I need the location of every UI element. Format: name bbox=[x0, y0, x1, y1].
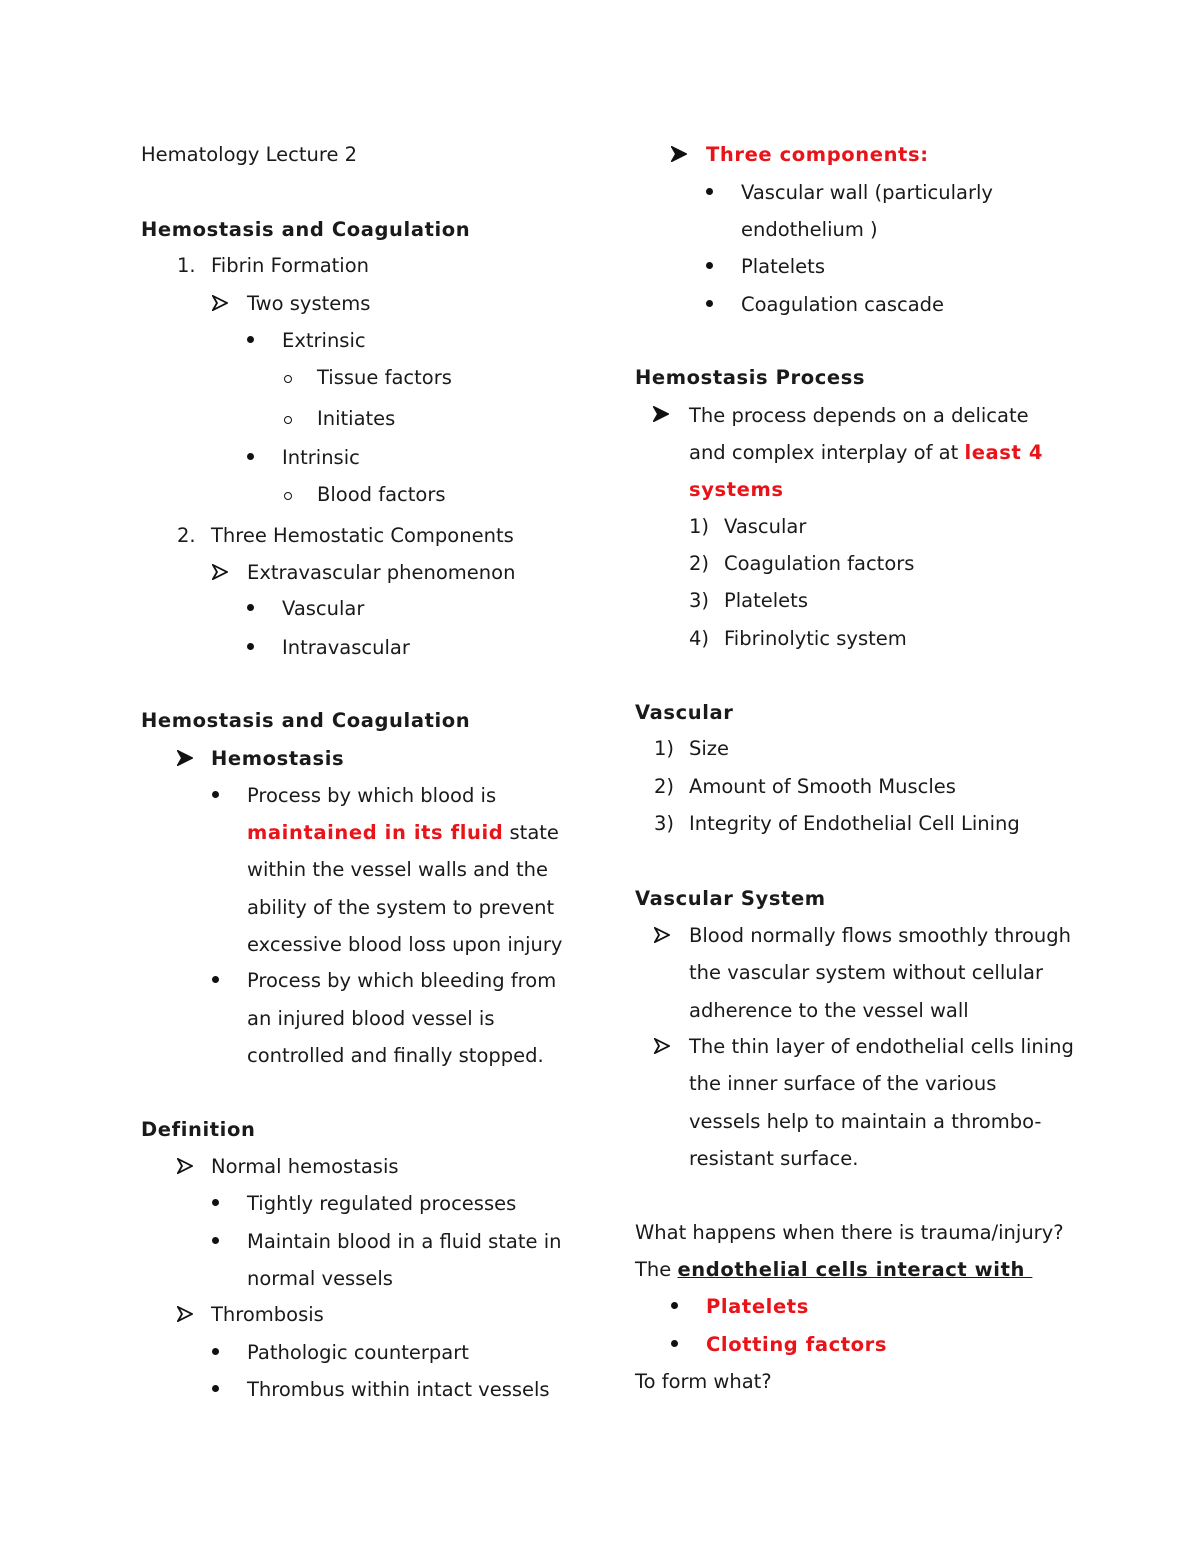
bullet-icon bbox=[247, 453, 254, 460]
paragraph-line: the inner surface of the various bbox=[689, 1072, 997, 1095]
section-heading-vascular: Vascular bbox=[635, 701, 734, 724]
arrow-bullet-icon bbox=[654, 1038, 670, 1054]
paragraph-line: within the vessel walls and the bbox=[247, 858, 548, 881]
bullet-icon bbox=[706, 188, 713, 195]
list-item-vascular: Vascular bbox=[724, 515, 807, 538]
paragraph-text: state bbox=[509, 821, 559, 844]
list-item-tightly-regulated: Tightly regulated processes bbox=[247, 1192, 517, 1215]
list-item-smooth-muscles: Amount of Smooth Muscles bbox=[689, 775, 956, 798]
paragraph-text: and complex interplay of at bbox=[689, 441, 959, 464]
paragraph-line bbox=[635, 1260, 1032, 1280]
paragraph-line: ability of the system to prevent bbox=[247, 896, 555, 919]
section-heading-vascular-system: Vascular System bbox=[635, 887, 826, 910]
paragraph-line: vessels help to maintain a thrombo- bbox=[689, 1110, 1042, 1133]
list-item-endothelial-lining: Integrity of Endothelial Cell Lining bbox=[689, 812, 1020, 835]
arrow-bullet-icon bbox=[212, 295, 228, 311]
paragraph-line: endothelium ) bbox=[741, 218, 878, 241]
paragraph-line: To form what? bbox=[635, 1370, 772, 1393]
arrow-bullet-icon bbox=[653, 406, 669, 422]
list-item-three-hemostatic-components: Three Hemostatic Components bbox=[211, 524, 514, 547]
circle-bullet-icon bbox=[284, 375, 292, 383]
paragraph-line: The thin layer of endothelial cells lining bbox=[689, 1035, 1074, 1058]
list-number: 1) bbox=[689, 515, 710, 538]
subheading-hemostasis: Hemostasis bbox=[211, 747, 345, 770]
paragraph-line: controlled and finally stopped. bbox=[247, 1044, 544, 1067]
heading-three-components: Three components: bbox=[706, 143, 929, 166]
list-number: 4) bbox=[689, 627, 710, 650]
arrow-bullet-icon bbox=[654, 927, 670, 943]
list-item-initiates: Initiates bbox=[317, 407, 396, 430]
list-item-coagulation-factors: Coagulation factors bbox=[724, 552, 915, 575]
bullet-icon bbox=[671, 1302, 678, 1309]
paragraph-line: resistant surface. bbox=[689, 1147, 859, 1170]
list-item-pathologic: Pathologic counterpart bbox=[247, 1341, 469, 1364]
highlight-platelets: Platelets bbox=[706, 1295, 809, 1318]
list-item-thrombosis: Thrombosis bbox=[211, 1303, 324, 1326]
list-item-coagulation-cascade: Coagulation cascade bbox=[741, 293, 945, 316]
highlight-clotting-factors: Clotting factors bbox=[706, 1333, 888, 1356]
section-heading-hemostasis-coagulation-2: Hemostasis and Coagulation bbox=[141, 709, 471, 732]
list-item-fibrinolytic: Fibrinolytic system bbox=[724, 627, 907, 650]
list-item-blood-factors: Blood factors bbox=[317, 483, 446, 506]
bullet-icon bbox=[212, 1237, 219, 1244]
list-number: 1) bbox=[654, 737, 675, 760]
bullet-icon bbox=[706, 262, 713, 269]
list-item-thrombus: Thrombus within intact vessels bbox=[247, 1378, 550, 1401]
question-text: What happens when there is trauma/injury? bbox=[635, 1221, 1064, 1244]
list-number: 1. bbox=[177, 254, 196, 277]
paragraph-line: normal vessels bbox=[247, 1267, 393, 1290]
circle-bullet-icon bbox=[284, 492, 292, 500]
list-number: 2) bbox=[654, 775, 675, 798]
list-item-intrinsic: Intrinsic bbox=[282, 446, 360, 469]
section-heading-hemostasis-process: Hemostasis Process bbox=[635, 366, 866, 389]
list-item-extrinsic: Extrinsic bbox=[282, 329, 366, 352]
list-number: 3) bbox=[654, 812, 675, 835]
paragraph-line: excessive blood loss upon injury bbox=[247, 933, 563, 956]
circle-bullet-icon bbox=[284, 416, 292, 424]
highlight-systems: systems bbox=[689, 478, 784, 501]
arrow-bullet-icon bbox=[212, 564, 228, 580]
list-item-size: Size bbox=[689, 737, 730, 760]
paragraph-line: adherence to the vessel wall bbox=[689, 999, 969, 1022]
list-item-platelets: Platelets bbox=[724, 589, 808, 612]
list-number: 3) bbox=[689, 589, 710, 612]
document-title: Hematology Lecture 2 bbox=[141, 143, 358, 166]
list-item-vascular: Vascular bbox=[282, 597, 365, 620]
paragraph-line: an injured blood vessel is bbox=[247, 1007, 495, 1030]
list-number: 2. bbox=[177, 524, 196, 547]
underlined-endothelial-text: endothelial cells interact with bbox=[677, 1258, 1033, 1281]
list-item-intravascular: Intravascular bbox=[282, 636, 410, 659]
paragraph-line: Vascular wall (particularly bbox=[741, 181, 993, 204]
bullet-icon bbox=[671, 1340, 678, 1347]
paragraph-line: Maintain blood in a fluid state in bbox=[247, 1230, 562, 1253]
list-item-normal-hemostasis: Normal hemostasis bbox=[211, 1155, 399, 1178]
bullet-icon bbox=[212, 1348, 219, 1355]
paragraph-line: Process by which blood is bbox=[247, 784, 497, 807]
list-number: 2) bbox=[689, 552, 710, 575]
paragraph-line: Blood normally flows smoothly through bbox=[689, 924, 1072, 947]
section-heading-hemostasis-coagulation: Hemostasis and Coagulation bbox=[141, 218, 471, 241]
paragraph-line: the vascular system without cellular bbox=[689, 961, 1044, 984]
arrow-bullet-icon bbox=[177, 1158, 193, 1174]
paragraph-line: The process depends on a delicate bbox=[689, 404, 1029, 427]
list-item-fibrin-formation: Fibrin Formation bbox=[211, 254, 370, 277]
paragraph-line: Process by which bleeding from bbox=[247, 969, 557, 992]
bullet-icon bbox=[247, 336, 254, 343]
section-heading-definition: Definition bbox=[141, 1118, 256, 1141]
bullet-icon bbox=[247, 604, 254, 611]
highlight-maintained-fluid: maintained in its fluid bbox=[247, 821, 504, 844]
highlight-least-4: least 4 bbox=[964, 441, 1043, 464]
list-item-two-systems: Two systems bbox=[247, 292, 371, 315]
bullet-icon bbox=[212, 1385, 219, 1392]
bullet-icon bbox=[212, 791, 219, 798]
paragraph-line bbox=[689, 443, 1043, 463]
bullet-icon bbox=[212, 976, 219, 983]
bullet-icon bbox=[212, 1199, 219, 1206]
list-item-platelets: Platelets bbox=[741, 255, 825, 278]
bullet-icon bbox=[247, 643, 254, 650]
paragraph-text: The bbox=[635, 1258, 672, 1281]
arrow-bullet-icon bbox=[177, 1306, 193, 1322]
arrow-bullet-icon bbox=[177, 750, 193, 766]
list-item-extravascular: Extravascular phenomenon bbox=[247, 561, 516, 584]
bullet-icon bbox=[706, 300, 713, 307]
arrow-bullet-icon bbox=[671, 146, 687, 162]
list-item-tissue-factors: Tissue factors bbox=[317, 366, 452, 389]
paragraph-line bbox=[247, 823, 559, 843]
